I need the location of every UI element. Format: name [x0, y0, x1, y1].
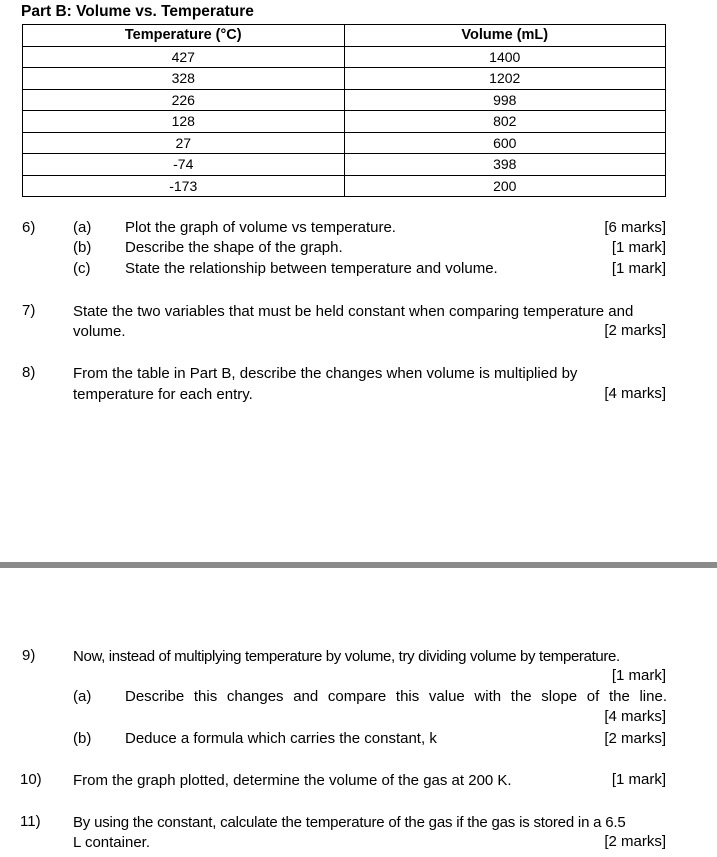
question-9b-label: (b)	[73, 730, 92, 747]
question-9b-text: Deduce a formula which carries the constant, k	[125, 730, 437, 747]
cell-volume: 998	[344, 89, 666, 111]
question-9-text: Now, instead of multiplying temperature by volume, try dividing volume by temperature.	[73, 648, 620, 665]
table-row	[23, 89, 666, 111]
question-9-marks: [1 mark]	[611, 667, 666, 684]
table-row	[23, 68, 666, 90]
question-6c-text: State the relationship between temperature and volume.	[125, 260, 498, 277]
question-10-marks: [1 mark]	[611, 771, 666, 788]
page-divider	[0, 562, 717, 568]
question-6a-text: Plot the graph of volume vs temperature.	[125, 219, 396, 236]
section-title: Part B: Volume vs. Temperature	[21, 3, 254, 20]
question-6b-text: Describe the shape of the graph.	[125, 239, 343, 256]
question-6b-marks: [1 mark]	[611, 239, 666, 256]
cell-temperature: 328	[23, 68, 345, 90]
table-row	[23, 111, 666, 133]
question-6a-marks: [6 marks]	[604, 219, 666, 236]
question-6b-label: (b)	[73, 239, 92, 256]
table-row	[23, 154, 666, 176]
cell-volume: 200	[344, 175, 666, 197]
question-11-number: 11)	[20, 813, 41, 830]
question-8-marks: [4 marks]	[604, 385, 666, 402]
cell-temperature: 427	[23, 46, 345, 68]
question-7-marks: [2 marks]	[604, 322, 666, 339]
cell-temperature: -173	[23, 175, 345, 197]
question-8-text-line2: temperature for each entry.	[73, 386, 253, 403]
question-6c-marks: [1 mark]	[611, 260, 666, 277]
cell-volume: 802	[344, 111, 666, 133]
table-row	[23, 132, 666, 154]
table-row	[23, 46, 666, 68]
question-6c-label: (c)	[73, 260, 91, 277]
question-9a-label: (a)	[73, 688, 92, 705]
question-10-text: From the graph plotted, determine the volume of the gas at 200 K.	[73, 772, 512, 789]
question-10-number: 10)	[20, 771, 42, 788]
cell-temperature: -74	[23, 154, 345, 176]
table-header-row	[23, 25, 666, 47]
question-7-text-line2: volume.	[73, 323, 126, 340]
question-6-number: 6)	[22, 219, 36, 236]
question-9a-text: Describe this changes and compare this value with the slope of the line.	[125, 688, 667, 705]
question-11-text-line2: L container.	[73, 834, 150, 851]
data-table	[22, 24, 666, 197]
question-11-marks: [2 marks]	[604, 833, 666, 850]
cell-volume: 1202	[344, 68, 666, 90]
cell-volume: 600	[344, 132, 666, 154]
question-9b-marks: [2 marks]	[604, 730, 666, 747]
header-volume: Volume (mL)	[344, 25, 666, 47]
header-temperature: Temperature (°C)	[23, 25, 345, 47]
cell-volume: 398	[344, 154, 666, 176]
question-6a-label: (a)	[73, 219, 92, 236]
cell-temperature: 226	[23, 89, 345, 111]
question-11-text-line1: By using the constant, calculate the temperature of the gas if the gas is stored in a 6.5	[73, 814, 626, 831]
question-9-number: 9)	[22, 647, 36, 664]
question-8-text-line1: From the table in Part B, describe the changes when volume is multiplied by	[73, 365, 578, 382]
table-row	[23, 175, 666, 197]
cell-temperature: 27	[23, 132, 345, 154]
cell-temperature: 128	[23, 111, 345, 133]
cell-volume: 1400	[344, 46, 666, 68]
question-7-number: 7)	[22, 302, 36, 319]
question-9a-marks: [4 marks]	[604, 708, 666, 725]
question-7-text-line1: State the two variables that must be held constant when comparing temperature and	[73, 303, 634, 320]
question-8-number: 8)	[22, 364, 36, 381]
